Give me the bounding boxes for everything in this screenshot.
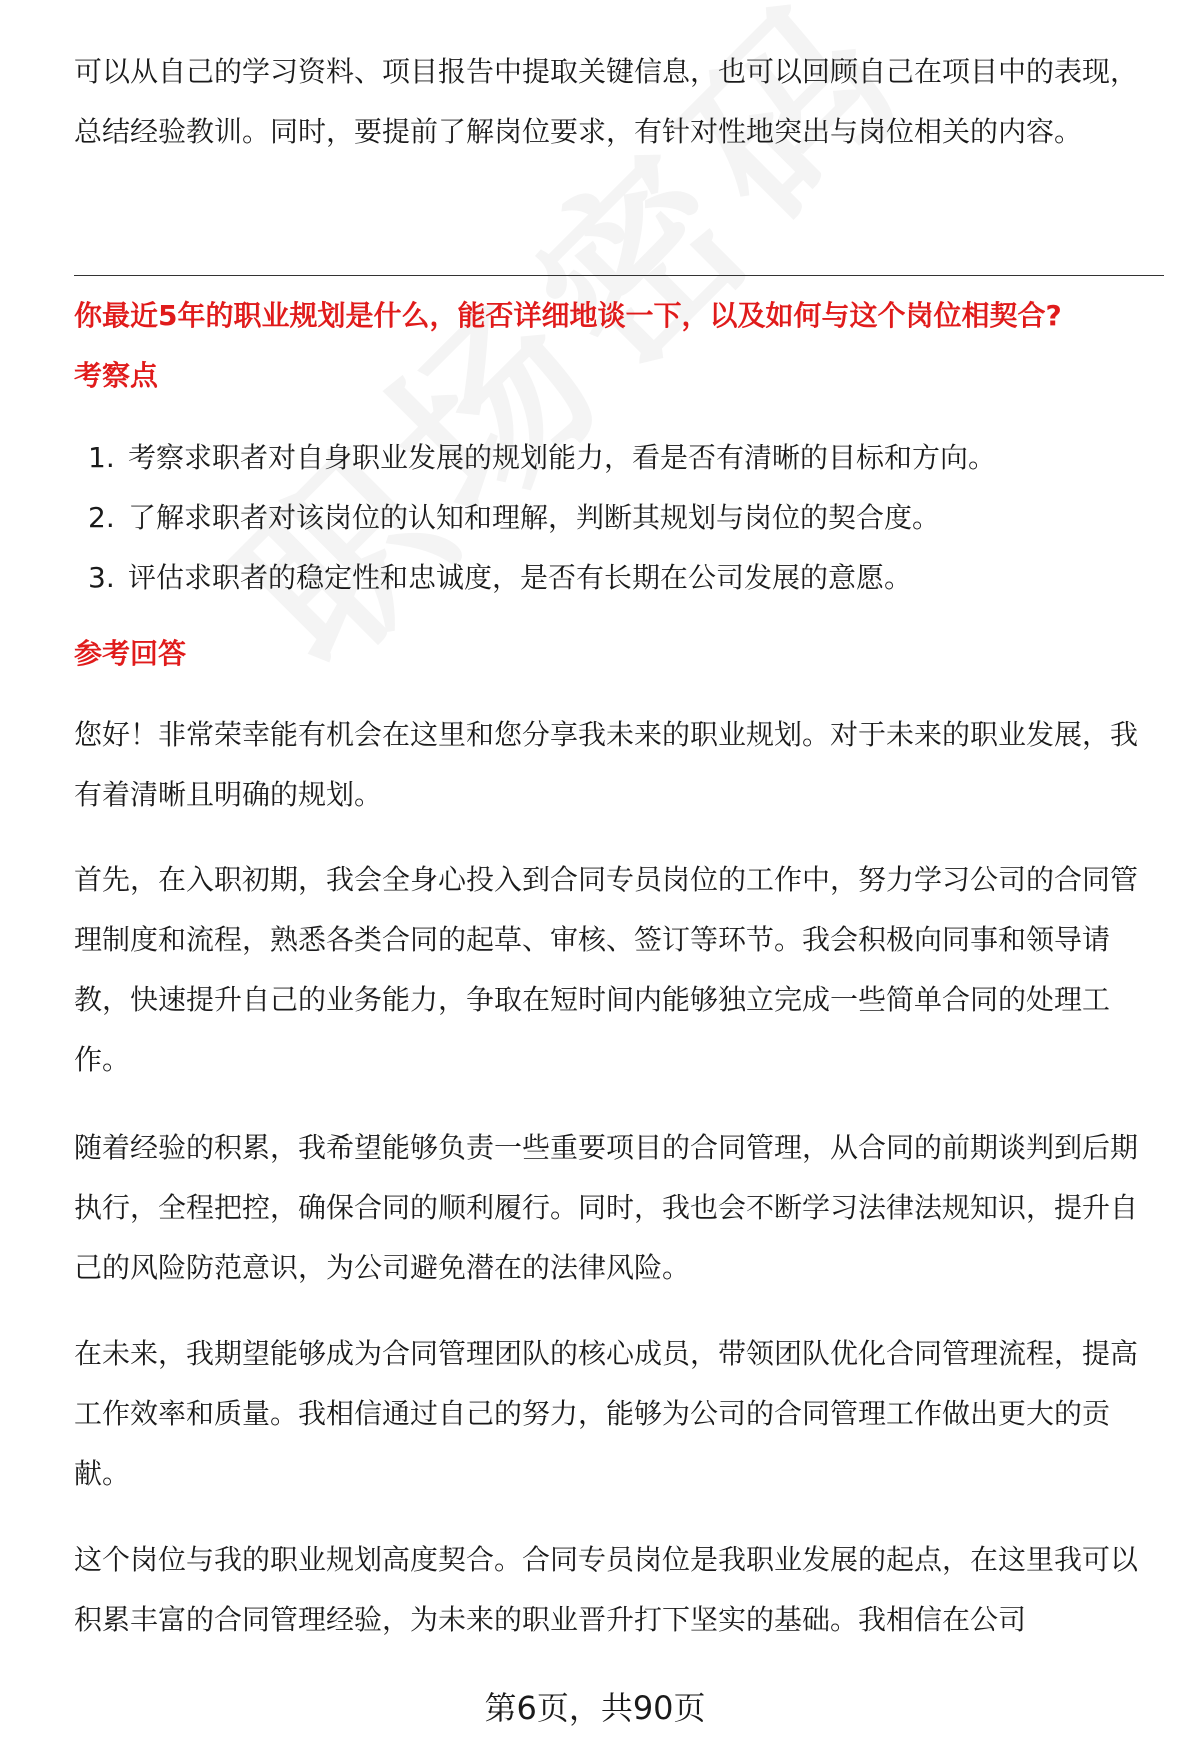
list-item [88,428,1148,488]
answer-paragraph: 随着经验的积累，我希望能够负责一些重要项目的合同管理，从合同的前期谈判到后期执行，全程把控，确保合同的顺利履行。同时，我也会不断学习法律法规知识，提升自己的风险防范意识，为公司避免潜在的法律风险。 [74,1131,1139,1284]
list-item-text: 了解求职者对该岗位的认知和理解，判断其规划与岗位的契合度。 [128,501,941,534]
list-item-number: 2. [88,501,115,534]
list-item-text: 考察求职者对自身职业发展的规划能力，看是否有清晰的目标和方向。 [128,441,997,474]
points-list [88,428,1148,608]
points-heading: 考察点 [74,359,159,392]
page-number: 第6页，共90页 [484,1689,706,1727]
section-divider [74,275,1164,276]
answer-paragraph: 这个岗位与我的职业规划高度契合。合同专员岗位是我职业发展的起点，在这里我可以积累丰富的合同管理经验，为未来的职业晋升打下坚实的基础。我相信在公司 [74,1543,1139,1636]
answer-paragraph: 在未来，我期望能够成为合同管理团队的核心成员，带领团队优化合同管理流程，提高工作效率和质量。我相信通过自己的努力，能够为公司的合同管理工作做出更大的贡献。 [74,1337,1139,1490]
intro-paragraph: 可以从自己的学习资料、项目报告中提取关键信息，也可以回顾自己在项目中的表现，总结经验教训。同时，要提前了解岗位要求，有针对性地突出与岗位相关的内容。 [74,55,1139,148]
answer-paragraph: 首先，在入职初期，我会全身心投入到合同专员岗位的工作中，努力学习公司的合同管理制度和流程，熟悉各类合同的起草、审核、签订等环节。我会积极向同事和领导请教，快速提升自己的业务能力，争取在短时间内能够独立完成一些简单合同的处理工作。 [74,863,1139,1076]
list-item-text: 评估求职者的稳定性和忠诚度，是否有长期在公司发展的意愿。 [128,561,913,594]
list-item-number: 1. [88,441,115,474]
list-item-number: 3. [88,561,115,594]
question-title: 你最近5年的职业规划是什么，能否详细地谈一下，以及如何与这个岗位相契合? [74,299,1062,332]
answer-paragraph: 您好！非常荣幸能有机会在这里和您分享我未来的职业规划。对于未来的职业发展，我有着清晰且明确的规划。 [74,718,1139,811]
list-item [88,488,1148,548]
list-item [88,548,1148,608]
answer-heading: 参考回答 [74,637,187,670]
